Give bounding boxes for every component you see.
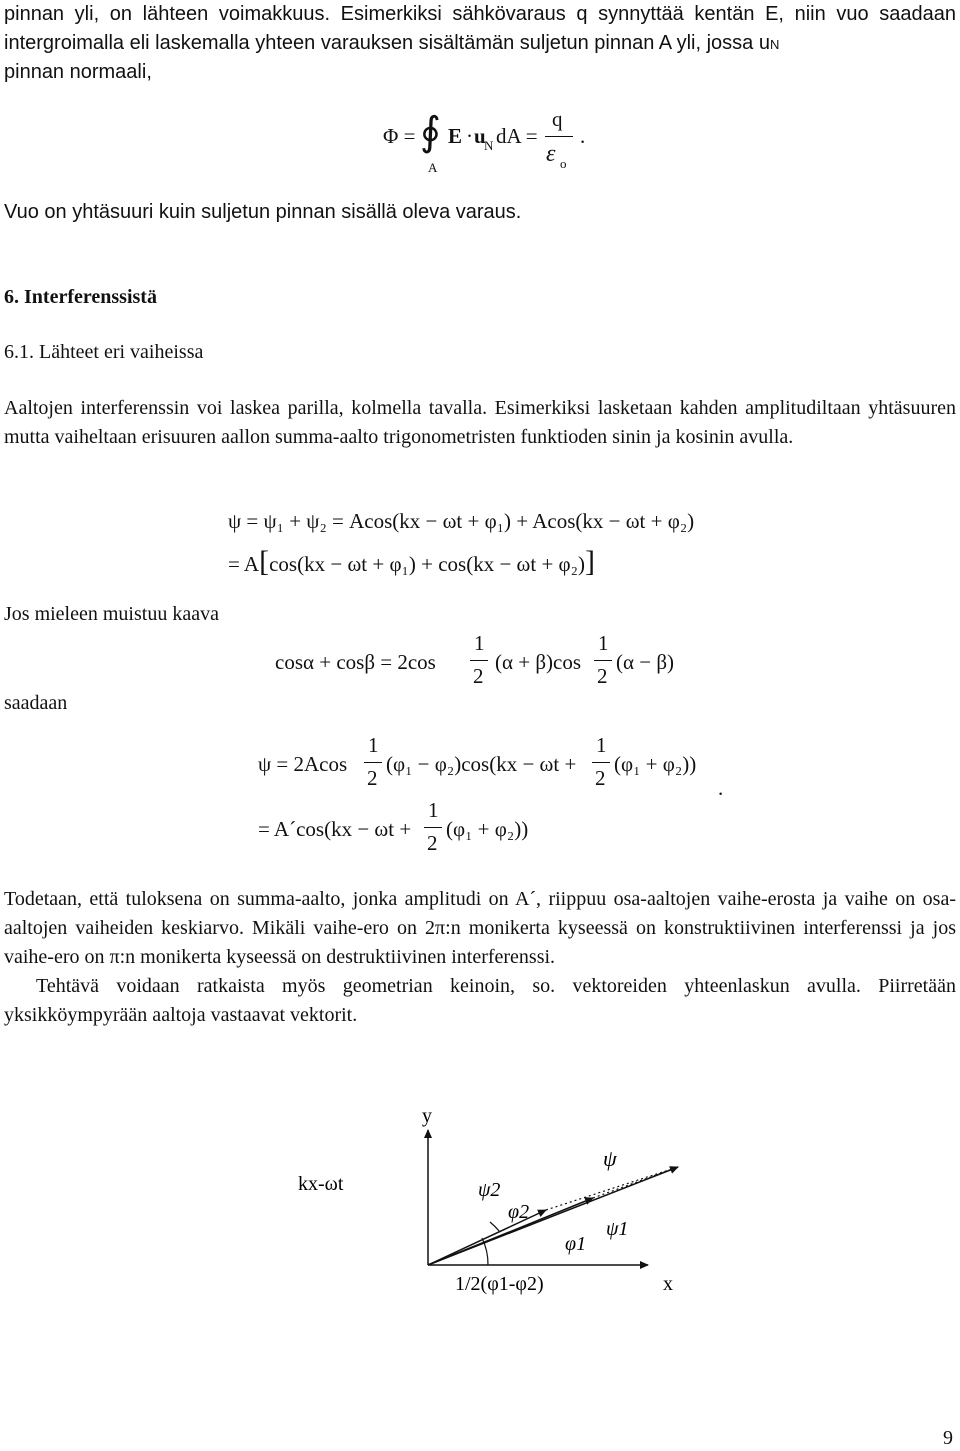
contour-integral-icon: ∮ (420, 109, 441, 154)
field-vector: E (448, 124, 463, 148)
psi1-label: ψ1 (606, 1218, 629, 1240)
sum-equation-line-2: = A[cos(kx − ωt + φ₁) + cos(kx − ωt + φ₂)] (228, 545, 595, 578)
charge-numerator: q (552, 107, 563, 131)
intro-line-3: pinnan normaali, (4, 61, 152, 83)
psi-label: ψ (603, 1146, 617, 1171)
u-subscript: N (769, 37, 780, 52)
flux-explanation: Vuo on yhtäsuuri kuin suljetun pinnan sisällä oleva varaus. (4, 201, 522, 223)
psi2-label: ψ2 (478, 1179, 501, 1201)
epsilon-denominator: ε (546, 141, 556, 167)
paragraph-geometric: Tehtävä voidaan ratkaista myös geometrian keinoin, so. vektoreiden yhteenlaskun avulla. Piirretään yksikköympyrään aaltoja vastaavat vektorit. (4, 975, 956, 1026)
phi1-label: φ1 (565, 1233, 587, 1255)
normal-vector: u (474, 124, 486, 148)
intro-paragraph: pinnan yli, on lähteen voimakkuus. Esimerkiksi sähkövaraus q synnyttää kentän E, niin vuo saadaan intergroimalla eli laskemalla yhteen varauksen sisältämän suljetun pinnan A yli, jossa uN (4, 3, 956, 54)
half-diff-label: 1/2(φ1-φ2) (455, 1273, 544, 1295)
recall-text: Jos mieleen muistuu kaava (4, 603, 219, 625)
y-label: y (422, 1105, 432, 1127)
obtained-text: saadaan (4, 692, 68, 714)
kxwt-label: kx-ωt (298, 1173, 344, 1195)
subsection-heading: 6.1. Lähteet eri vaiheissa (4, 341, 204, 363)
integral-domain: A (428, 160, 438, 175)
x-label: x (663, 1273, 673, 1295)
parallelogram-dotted (593, 1167, 678, 1198)
resultant-vector (428, 1167, 678, 1265)
paragraph-intro-interference: Aaltojen interferenssin voi laskea parilla, kolmella tavalla. Esimerkiksi lasketaan kahden amplitudiltaan yhtäsuuren mutta vaiheltaan erisuuren aallon summa-aalto trigonometristen funktioden sinin ja kosinin avulla. (4, 397, 956, 448)
parallelogram-dotted (546, 1167, 678, 1210)
paragraph-result: Todetaan, että tuloksena on summa-aalto, jonka amplitudi on A´, riippuu osa-aaltojen vaihe-erosta ja vaihe on osa-aaltojen vaiheiden keskiarvo. Mikäli vaihe-ero on 2π:n monikerta kyseessä on konstruktiivinen interferenssi ja jos vaihe-ero on π:n monikerta kyseessä on destruktiivinen interferenssi. (4, 888, 956, 968)
sum-equation-line-1: ψ = ψ₁ + ψ₂ = Acos(kx − ωt + φ₁) + Acos(kx − ωt + φ₂) (228, 509, 695, 533)
phasor-diagram (0, 1090, 960, 1330)
page-number: 9 (943, 1427, 953, 1449)
phi2-arc (490, 1222, 500, 1232)
section-heading: 6. Interferenssistä (4, 286, 157, 308)
phi2-label: φ2 (508, 1201, 530, 1223)
